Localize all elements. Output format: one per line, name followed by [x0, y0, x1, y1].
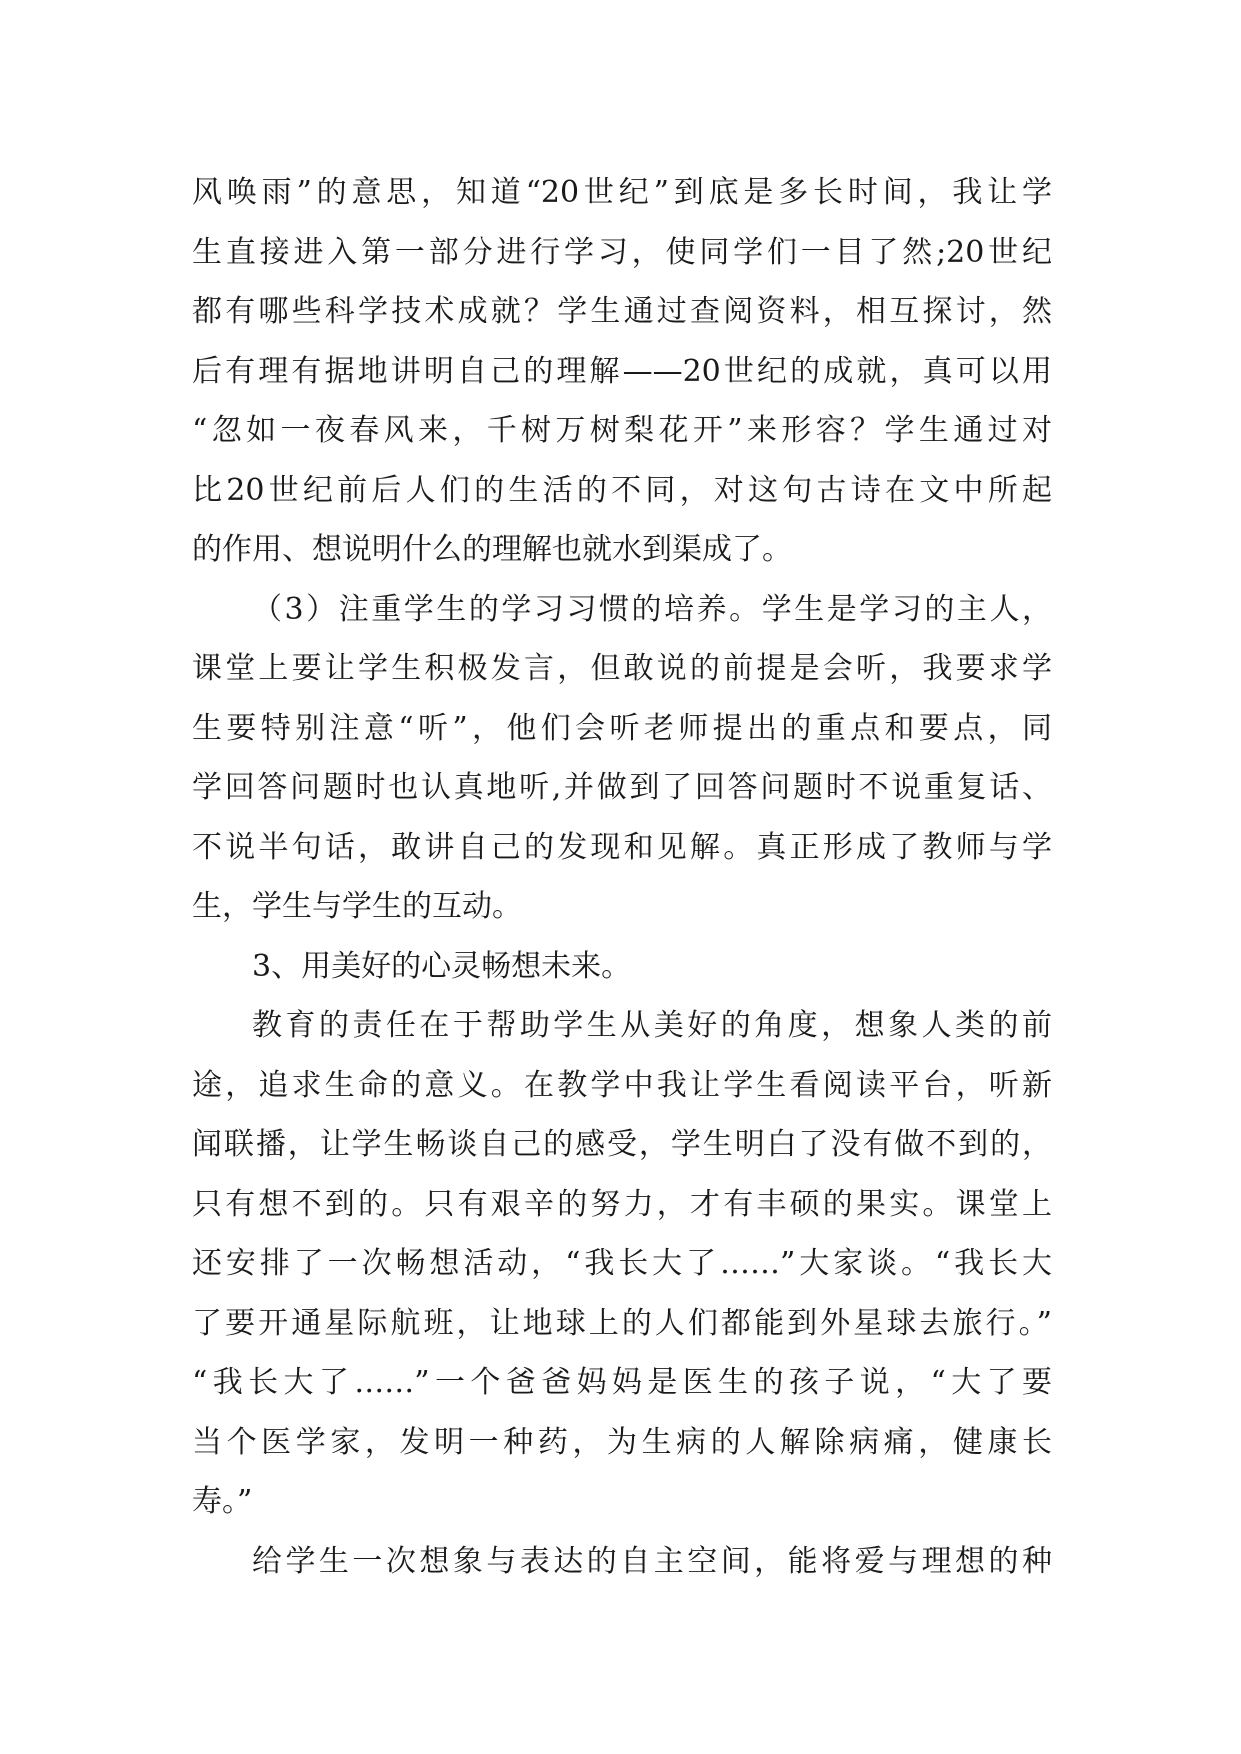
- paragraph-line: 了要开通星际航班，让地球上的人们都能到外星球去旅行。”: [192, 1305, 1052, 1341]
- paragraph-line: “我长大了……”一个爸爸妈妈是医生的孩子说，“大了要: [192, 1365, 1052, 1400]
- paragraph-line: 生，学生与学生的互动。: [192, 889, 522, 924]
- paragraph-line: “忽如一夜春风来，千树万树梨花开”来形容？学生通过对: [192, 413, 1052, 448]
- paragraph-line: （3）注重学生的学习习惯的培养。学生是学习的主人，: [252, 591, 1052, 627]
- paragraph-line: 给学生一次想象与表达的自主空间，能将爱与理想的种: [252, 1543, 1052, 1579]
- paragraph-line: 学回答问题时也认真地听,并做到了回答问题时不说重复话、: [192, 770, 1052, 805]
- paragraph-line: 当个医学家，发明一种药，为生病的人解除病痛，健康长: [192, 1424, 1052, 1460]
- section-heading: 3、用美好的心灵畅想未来。: [252, 948, 632, 984]
- paragraph-line: 风唤雨”的意思，知道“20世纪”到底是多长时间，我让学: [192, 175, 1052, 210]
- paragraph-line: 途，追求生命的意义。在教学中我让学生看阅读平台，听新: [192, 1067, 1052, 1103]
- paragraph-line: 生直接进入第一部分进行学习，使同学们一目了然;20世纪: [192, 234, 1052, 270]
- paragraph-line: 课堂上要让学生积极发言，但敢说的前提是会听，我要求学: [192, 651, 1052, 686]
- paragraph-line: 都有哪些科学技术成就？学生通过查阅资料，相互探讨，然: [192, 294, 1052, 329]
- paragraph-line: 比20世纪前后人们的生活的不同，对这句古诗在文中所起: [192, 472, 1052, 508]
- paragraph-line: 生要特别注意“听”，他们会听老师提出的重点和要点，同: [192, 710, 1052, 746]
- paragraph-line: 的作用、想说明什么的理解也就水到渠成了。: [192, 532, 792, 567]
- paragraph-line: 不说半句话，敢讲自己的发现和见解。真正形成了教师与学: [192, 829, 1052, 865]
- paragraph-line: 闻联播，让学生畅谈自己的感受，学生明白了没有做不到的，: [192, 1127, 1052, 1162]
- paragraph-line: 寿。”: [192, 1484, 253, 1519]
- paragraph-line: 只有想不到的。只有艰辛的努力，才有丰硕的果实。课堂上: [192, 1186, 1052, 1222]
- paragraph-line: 还安排了一次畅想活动，“我长大了……”大家谈。“我长大: [192, 1246, 1052, 1281]
- paragraph-line: 后有理有据地讲明自己的理解——20世纪的成就，真可以用: [192, 353, 1052, 389]
- paragraph-line: 教育的责任在于帮助学生从美好的角度，想象人类的前: [252, 1008, 1052, 1043]
- document-body: [192, 163, 1052, 1591]
